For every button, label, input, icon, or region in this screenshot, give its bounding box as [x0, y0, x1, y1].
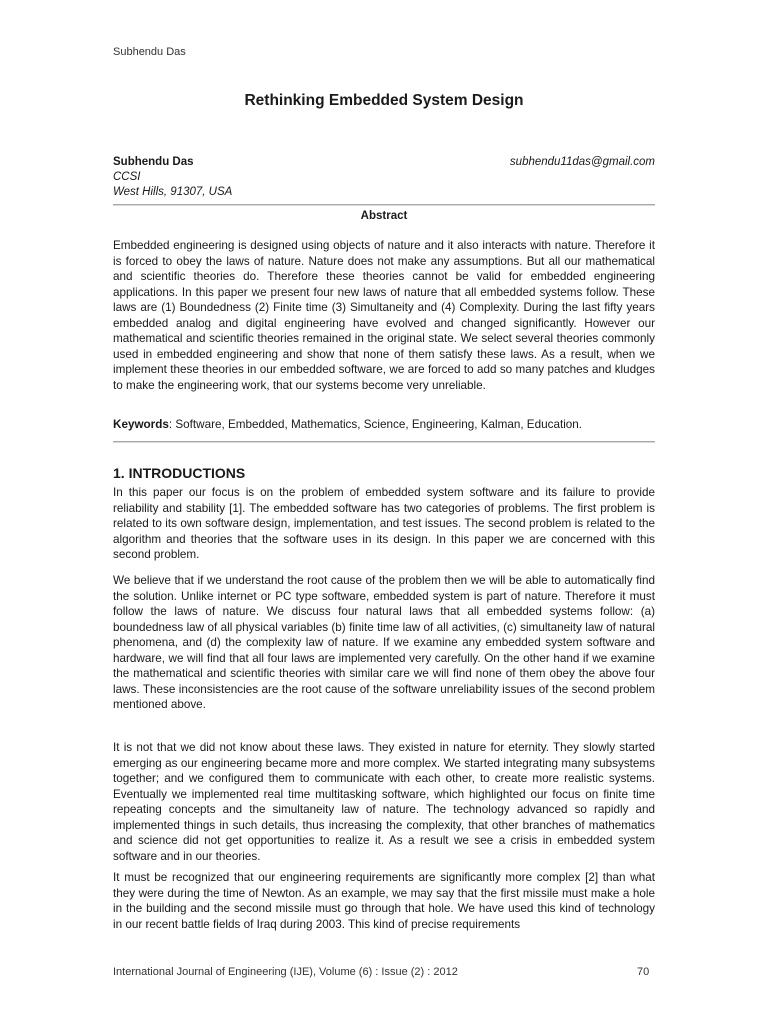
keywords	[113, 417, 655, 433]
keywords-label: Keywords	[113, 418, 169, 431]
abstract-top-rule	[113, 204, 655, 206]
body-paragraph: In this paper our focus is on the problem of embedded system software and its failure to provide reliability and stability [1]. The embedded software has two categories of problems. The first problem is related to its own software design, implementation, and test issues. The second problem is related to the algorithm and theories that the software uses in its design. In this paper we are concerned with this second problem.	[113, 486, 655, 561]
footer-journal: International Journal of Engineering (IJE), Volume (6) : Issue (2) : 2012	[113, 966, 458, 978]
paper-title: Rethinking Embedded System Design	[244, 92, 524, 109]
body-paragraph: It must be recognized that our engineering requirements are significantly more complex [2] than what they were during the time of Newton. As an example, we may say that the first missile must make a hole in the building and the second missile must go through that hole. We have used this kind of technology in our recent battle fields of Iraq during 2003. This kind of precise requirements	[113, 871, 655, 931]
abstract-heading: Abstract	[360, 210, 408, 222]
author-affiliation: CCSI	[113, 171, 141, 183]
running-head: Subhendu Das	[113, 46, 186, 58]
author-block	[113, 155, 655, 200]
author-name: Subhendu Das	[113, 156, 194, 168]
abstract-text: Embedded engineering is designed using objects of nature and it also interacts with nature. Therefore it is forced to obey the laws of nature. Nature does not make any assumptions. But all our mathematical and scientific theories do. Therefore these theories cannot be valid for embedded engineering applications. In this paper we present four new laws of nature that all embedded systems follow. These laws are (1) Boundedness (2) Finite time (3) Simultaneity and (4) Complexity. During the last fifty years embedded analog and digital engineering have evolved and changed significantly. However our mathematical and scientific theories remained in the original state. We select several theories commonly used in embedded engineering and show that none of them satisfy these laws. As a result, when we implement these theories in our embedded software, we are forced to add so many patches and kludges to make the engineering work, that our systems become very unreliable.	[113, 239, 655, 392]
section-heading: 1. INTRODUCTIONS	[113, 465, 246, 481]
keywords-text: : Software, Embedded, Mathematics, Science, Engineering, Kalman, Education.	[168, 418, 583, 431]
body-paragraph: It is not that we did not know about these laws. They existed in nature for eternity. They slowly started emerging as our engineering became more and more complex. We started integrating many subsystems together; and we configured them to communicate with each other, to create more realistic systems. Eventually we implemented real time multitasking software, which highlighted our focus on finite time repeating concepts and the simultaneity law of nature. The technology advanced so rapidly and implemented things in such details, thus increasing the complexity, that other branches of mathematics and science did not get opportunities to realize it. As a result we see a crisis in embedded system software and in our theories.	[113, 741, 655, 863]
author-email: subhendu11das@gmail.com	[509, 156, 655, 168]
abstract-bottom-rule	[113, 441, 655, 443]
page-number: 70	[637, 966, 650, 978]
author-address: West Hills, 91307, USA	[113, 186, 233, 198]
body-paragraph: We believe that if we understand the root cause of the problem then we will be able to automatically find the solution. Unlike internet or PC type software, embedded system is part of nature. Therefore it must follow the laws of nature. We discuss four natural laws that all embedded systems follow: (a) boundedness law of all physical variables (b) finite time law of all activities, (c) simultaneity law of natural phenomena, and (d) the complexity law of nature. If we examine any embedded system software and hardware, we will find that all four laws are implemented very carefully. On the other hand if we examine the mathematical and scientific theories with similar care we will find none of them obey the above four laws. These inconsistencies are the root cause of the software unreliability issues of the second problem mentioned above.	[113, 574, 655, 711]
